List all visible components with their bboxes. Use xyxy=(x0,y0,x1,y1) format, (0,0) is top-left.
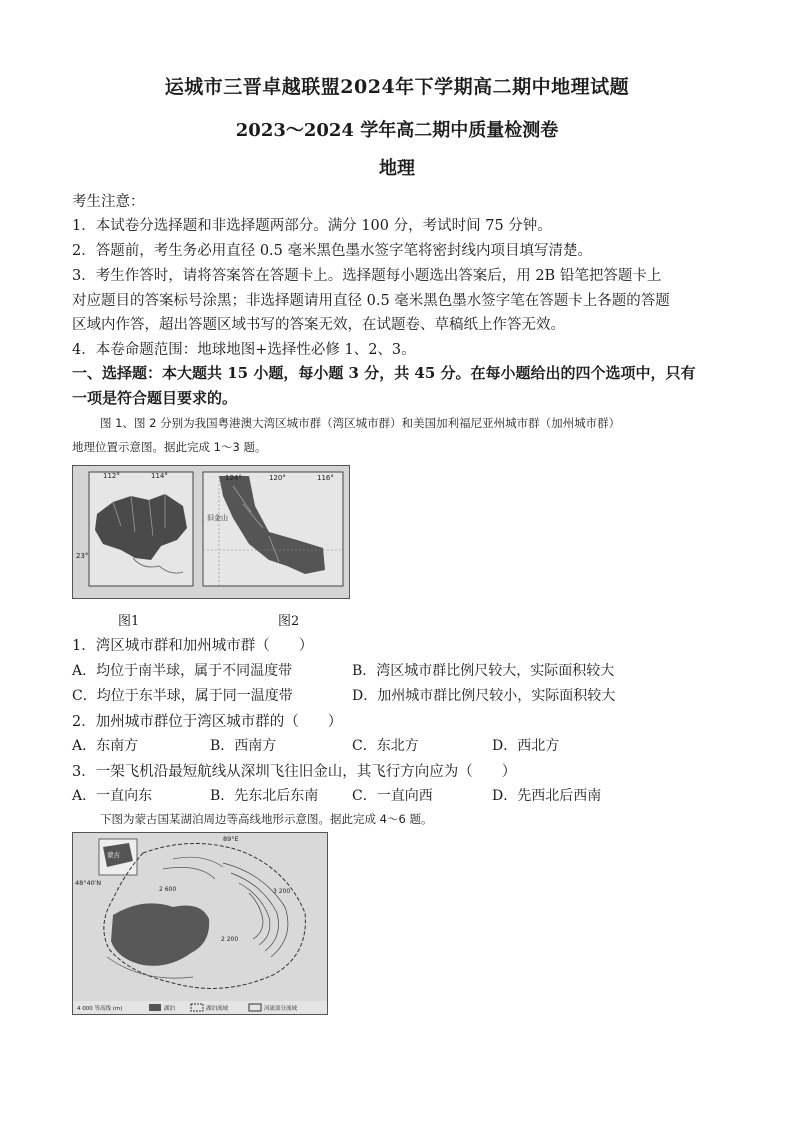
answer-option: B．湾区城市群比例尺较大，实际面积较大 xyxy=(352,663,615,679)
exam-title: 运城市三晋卓越联盟2024年下学期高二期中地理试题 xyxy=(164,76,630,98)
figure-caption: 图1 xyxy=(118,614,140,629)
lon-label: 116° xyxy=(317,474,334,482)
answer-option: A．均位于南半球，属于不同温度带 xyxy=(72,663,293,679)
question-stem: 2．加州城市群位于湾区城市群的（ ） xyxy=(72,714,343,730)
notice-item: 2．答题前，考生务必用直径 0.5 毫米黑色墨水签字笔将密封线内项目填写清楚。 xyxy=(72,243,593,259)
answer-option: C．东北方 xyxy=(352,738,419,754)
country-label: 蒙古 xyxy=(107,851,120,859)
map-figure-bay-california xyxy=(72,465,350,599)
lon-label: 114° xyxy=(151,472,168,480)
legend-contour: 4 000 等高线 (m) xyxy=(77,1006,123,1012)
exam-subtitle: 2023～2024 学年高二期中质量检测卷 xyxy=(235,120,559,141)
answer-option: A．东南方 xyxy=(72,738,139,754)
figure-intro: 下图为蒙古国某湖泊周边等高线地形示意图。据此完成 4～6 题。 xyxy=(100,812,433,826)
legend-basin: 湖泊流域 xyxy=(206,1006,229,1012)
figure-intro-cont: 地理位置示意图。据此完成 1～3 题。 xyxy=(72,440,267,454)
map-illustration xyxy=(73,466,349,598)
answer-option: D．西北方 xyxy=(492,738,560,754)
notice-item: 3．考生作答时，请将答案答在答题卡上。选择题每小题选出答案后，用 2B 铅笔把答题卡上 xyxy=(72,268,662,284)
lon-label: 120° xyxy=(269,474,286,482)
contour-label: 2 200 xyxy=(221,936,239,943)
contour-map-figure xyxy=(72,832,328,1015)
figure-caption: 图2 xyxy=(278,614,300,629)
question-stem: 3．一架飞机沿最短航线从深圳飞往旧金山，其飞行方向应为（ ） xyxy=(72,764,517,780)
answer-option: D．加州城市群比例尺较小，实际面积较大 xyxy=(352,688,616,704)
lon-label: 112° xyxy=(103,472,120,480)
answer-option: C．一直向西 xyxy=(352,788,433,804)
legend-river: 河流部分流域 xyxy=(264,1006,298,1012)
answer-option: A．一直向东 xyxy=(72,788,153,804)
contour-map-illustration xyxy=(73,833,327,1014)
contour-label: 2 600 xyxy=(159,886,177,893)
answer-option: B．先东北后东南 xyxy=(210,788,319,804)
section-heading-cont: 一项是符合题目要求的。 xyxy=(72,389,238,407)
map-legend xyxy=(73,1001,327,1014)
notice-item: 1．本试卷分选择题和非选择题两部分。满分 100 分，考试时间 75 分钟。 xyxy=(72,218,552,234)
figure-intro: 图 1、图 2 分别为我国粤港澳大湾区城市群（湾区城市群）和美国加利福尼亚州城市群（加州城市群） xyxy=(100,416,621,430)
city-label-sf: 旧金山 xyxy=(207,514,228,522)
lat-label: 48°40′N xyxy=(75,879,102,887)
legend-lake-swatch xyxy=(149,1004,161,1011)
subject-title: 地理 xyxy=(379,158,415,179)
answer-option: C．均位于东半球，属于同一温度带 xyxy=(72,688,293,704)
lat-label: 23° xyxy=(76,552,89,560)
legend-lake: 湖泊 xyxy=(164,1006,176,1012)
notice-item: 对应题目的答案标号涂黑；非选择题请用直径 0.5 毫米黑色墨水签字笔在答题卡上各题的答题 xyxy=(72,293,670,309)
notice-heading: 考生注意： xyxy=(72,194,145,210)
section-heading: 一、选择题：本大题共 15 小题，每小题 3 分，共 45 分。在每小题给出的四个选项中，只有 xyxy=(72,364,696,382)
question-stem: 1．湾区城市群和加州城市群（ ） xyxy=(72,638,314,654)
contour-label: 3 200 xyxy=(273,888,291,895)
notice-item: 区域内作答，超出答题区域书写的答案无效，在试题卷、草稿纸上作答无效。 xyxy=(72,317,565,333)
lon-label: 89°E xyxy=(223,835,239,843)
answer-option: B．西南方 xyxy=(210,738,277,754)
answer-option: D．先西北后西南 xyxy=(492,788,602,804)
lon-label: 124° xyxy=(225,474,242,482)
notice-item: 4．本卷命题范围：地球地图+选择性必修 1、2、3。 xyxy=(72,342,416,358)
